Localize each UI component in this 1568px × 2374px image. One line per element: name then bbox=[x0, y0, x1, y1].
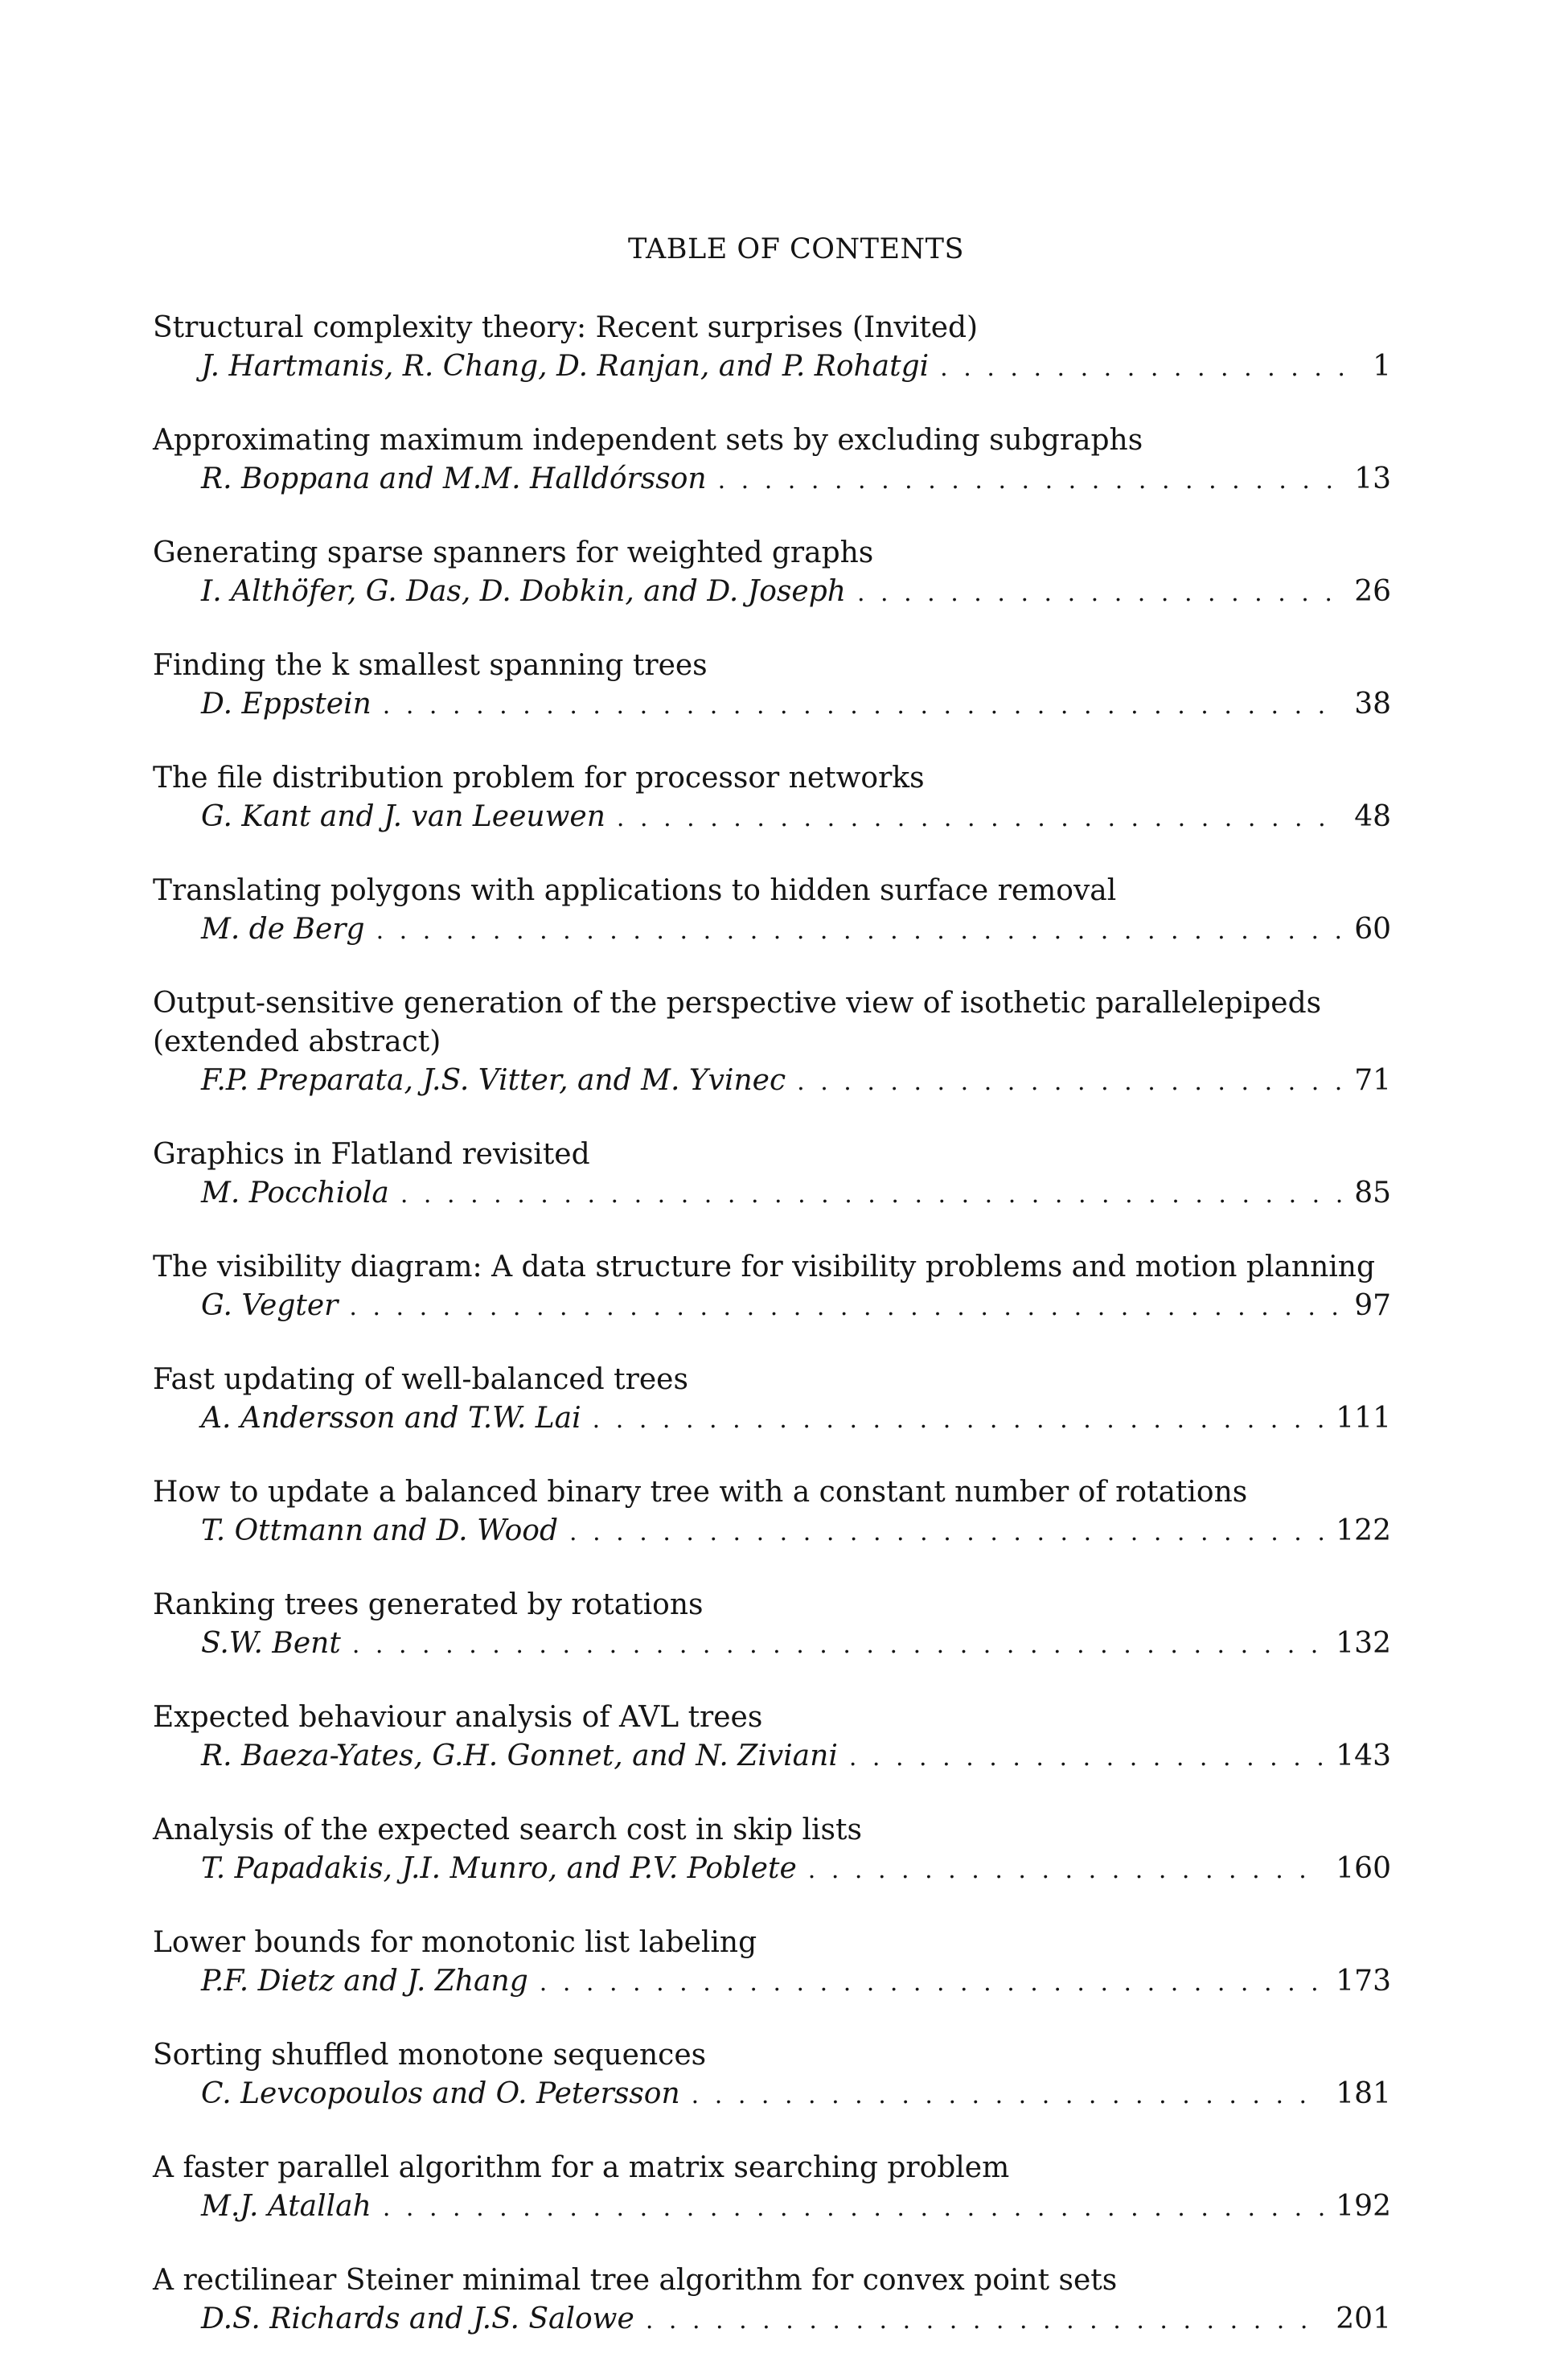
entry-title: Graphics in Flatland revisited bbox=[153, 1138, 590, 1171]
table-of-contents bbox=[153, 232, 1391, 2374]
toc-entry bbox=[153, 309, 1391, 388]
entry-author-line bbox=[153, 460, 1391, 500]
entry-page-number: 26 bbox=[1354, 575, 1391, 608]
entry-title: Analysis of the expected search cost in skip lists bbox=[153, 1813, 862, 1846]
entry-author-line bbox=[153, 798, 1391, 838]
toc-entry bbox=[153, 1586, 1391, 1665]
entry-authors: R. Boppana and M.M. Halldórsson bbox=[201, 462, 707, 495]
toc-entry bbox=[153, 1248, 1391, 1327]
toc-entry bbox=[153, 2036, 1391, 2115]
toc-entry bbox=[153, 759, 1391, 838]
entry-authors: A. Andersson and T.W. Lai bbox=[201, 1402, 581, 1435]
entry-author-line bbox=[153, 2300, 1391, 2340]
entry-author-line bbox=[153, 1962, 1391, 2002]
toc-entry bbox=[153, 2149, 1391, 2228]
entry-author-line bbox=[153, 1174, 1391, 1214]
entry-author-line bbox=[153, 2075, 1391, 2115]
dot-leader bbox=[540, 1964, 1325, 2002]
entry-authors: D. Eppstein bbox=[201, 688, 371, 721]
entry-title: Translating polygons with applications to hidden surface removal bbox=[153, 874, 1117, 907]
entry-page-number: 160 bbox=[1336, 1852, 1391, 1885]
entry-authors: F.P. Preparata, J.S. Vitter, and M. Yvinec bbox=[201, 1064, 786, 1097]
entry-page-number: 192 bbox=[1336, 2190, 1391, 2223]
toc-entry bbox=[153, 1698, 1391, 1777]
entry-authors: R. Baeza-Yates, G.H. Gonnet, and N. Ziviani bbox=[201, 1739, 838, 1772]
entry-title: Expected behaviour analysis of AVL trees bbox=[153, 1701, 763, 1734]
toc-entry bbox=[153, 647, 1391, 725]
entry-authors: C. Levcopoulos and O. Petersson bbox=[201, 2077, 680, 2110]
entry-page-number: 143 bbox=[1336, 1739, 1391, 1772]
entry-title-continued: (extended abstract) bbox=[153, 1025, 441, 1058]
entry-authors: T. Papadakis, J.I. Munro, and P.V. Poblete bbox=[201, 1852, 797, 1885]
entry-title: Output-sensitive generation of the perspective view of isothetic parallelepipeds bbox=[153, 987, 1322, 1020]
entry-page-number: 13 bbox=[1354, 462, 1391, 495]
entry-page-number: 122 bbox=[1336, 1514, 1391, 1547]
entry-title: Fast updating of well-balanced trees bbox=[153, 1363, 688, 1396]
toc-entry bbox=[153, 1473, 1391, 1552]
entry-authors: T. Ottmann and D. Wood bbox=[201, 1514, 559, 1547]
dot-leader bbox=[857, 574, 1343, 613]
page-title: TABLE OF CONTENTS bbox=[628, 233, 964, 265]
entry-title: Finding the k smallest spanning trees bbox=[153, 649, 708, 682]
dot-leader bbox=[808, 1851, 1325, 1890]
entry-title: Ranking trees generated by rotations bbox=[153, 1588, 704, 1621]
entry-title: Generating sparse spanners for weighted graphs bbox=[153, 536, 874, 569]
dot-leader bbox=[617, 799, 1343, 838]
dot-leader bbox=[692, 2076, 1325, 2115]
entry-author-line bbox=[153, 1624, 1391, 1665]
entry-title: Structural complexity theory: Recent surprises (Invited) bbox=[153, 311, 979, 344]
dot-leader bbox=[940, 349, 1348, 388]
toc-entry bbox=[153, 421, 1391, 500]
entry-authors: G. Vegter bbox=[201, 1289, 339, 1322]
entry-title: Lower bounds for monotonic list labeling bbox=[153, 1926, 757, 1959]
entry-author-line bbox=[153, 1062, 1391, 1102]
entry-title: Approximating maximum independent sets by excluding subgraphs bbox=[153, 424, 1143, 457]
entry-authors: M. Pocchiola bbox=[201, 1177, 389, 1210]
toc-entry bbox=[153, 872, 1391, 951]
entry-authors: M.J. Atallah bbox=[201, 2190, 371, 2223]
toc-entry bbox=[153, 984, 1391, 1102]
entry-author-line bbox=[153, 1287, 1391, 1327]
entry-author-line bbox=[153, 1399, 1391, 1440]
entry-page-number: 132 bbox=[1336, 1627, 1391, 1660]
entry-page-number: 85 bbox=[1354, 1177, 1391, 1210]
entry-page-number: 38 bbox=[1354, 688, 1391, 721]
entry-page-number: 181 bbox=[1336, 2077, 1391, 2110]
entry-page-number: 111 bbox=[1336, 1402, 1391, 1435]
entry-authors: I. Althöfer, G. Das, D. Dobkin, and D. Joseph bbox=[201, 575, 846, 608]
entry-authors: M. de Berg bbox=[201, 913, 365, 946]
entry-author-line bbox=[153, 573, 1391, 613]
toc-entry bbox=[153, 1361, 1391, 1440]
dot-leader bbox=[569, 1514, 1324, 1552]
entry-title: A faster parallel algorithm for a matrix searching problem bbox=[153, 2151, 1010, 2184]
dot-leader bbox=[383, 2189, 1324, 2228]
entry-authors: G. Kant and J. van Leeuwen bbox=[201, 800, 605, 833]
dot-leader bbox=[797, 1063, 1343, 1102]
entry-title: How to update a balanced binary tree with a constant number of rotations bbox=[153, 1476, 1248, 1509]
entry-page-number: 48 bbox=[1354, 800, 1391, 833]
toc-entry bbox=[153, 1811, 1391, 1890]
toc-entry bbox=[153, 2261, 1391, 2340]
toc-entry bbox=[153, 1924, 1391, 2002]
dot-leader bbox=[849, 1739, 1324, 1777]
entry-title: The file distribution problem for processor networks bbox=[153, 762, 925, 795]
entry-page-number: 1 bbox=[1373, 350, 1391, 383]
entry-page-number: 60 bbox=[1354, 913, 1391, 946]
entry-author-line bbox=[153, 1737, 1391, 1777]
entry-page-number: 71 bbox=[1354, 1064, 1391, 1097]
entry-author-line bbox=[153, 1850, 1391, 1890]
dot-leader bbox=[646, 2302, 1324, 2340]
dot-leader bbox=[376, 912, 1344, 951]
entry-title: A rectilinear Steiner minimal tree algorithm for convex point sets bbox=[153, 2264, 1118, 2297]
entry-author-line bbox=[153, 2187, 1391, 2228]
entry-authors: S.W. Bent bbox=[201, 1627, 341, 1660]
entry-page-number: 201 bbox=[1336, 2302, 1391, 2335]
dot-leader bbox=[349, 1288, 1343, 1327]
dot-leader bbox=[718, 462, 1344, 500]
entry-title: Sorting shuffled monotone sequences bbox=[153, 2039, 707, 2072]
dot-leader bbox=[400, 1176, 1343, 1214]
dot-leader bbox=[593, 1401, 1325, 1440]
dot-leader bbox=[352, 1626, 1324, 1665]
entry-page-number: 173 bbox=[1336, 1965, 1391, 1998]
entry-author-line bbox=[153, 1512, 1391, 1552]
entry-author-line bbox=[153, 685, 1391, 725]
entry-authors: D.S. Richards and J.S. Salowe bbox=[201, 2302, 634, 2335]
entry-author-line bbox=[153, 347, 1391, 388]
dot-leader bbox=[383, 687, 1343, 725]
toc-entry bbox=[153, 1136, 1391, 1214]
toc-entry bbox=[153, 534, 1391, 613]
entry-authors: J. Hartmanis, R. Chang, D. Ranjan, and P. Rohatgi bbox=[201, 350, 930, 383]
entry-page-number: 97 bbox=[1354, 1289, 1391, 1322]
entry-authors: P.F. Dietz and J. Zhang bbox=[201, 1965, 528, 1998]
entry-title: The visibility diagram: A data structure for visibility problems and motion planning bbox=[153, 1251, 1376, 1284]
entry-author-line bbox=[153, 910, 1391, 951]
toc-list bbox=[153, 309, 1391, 2340]
